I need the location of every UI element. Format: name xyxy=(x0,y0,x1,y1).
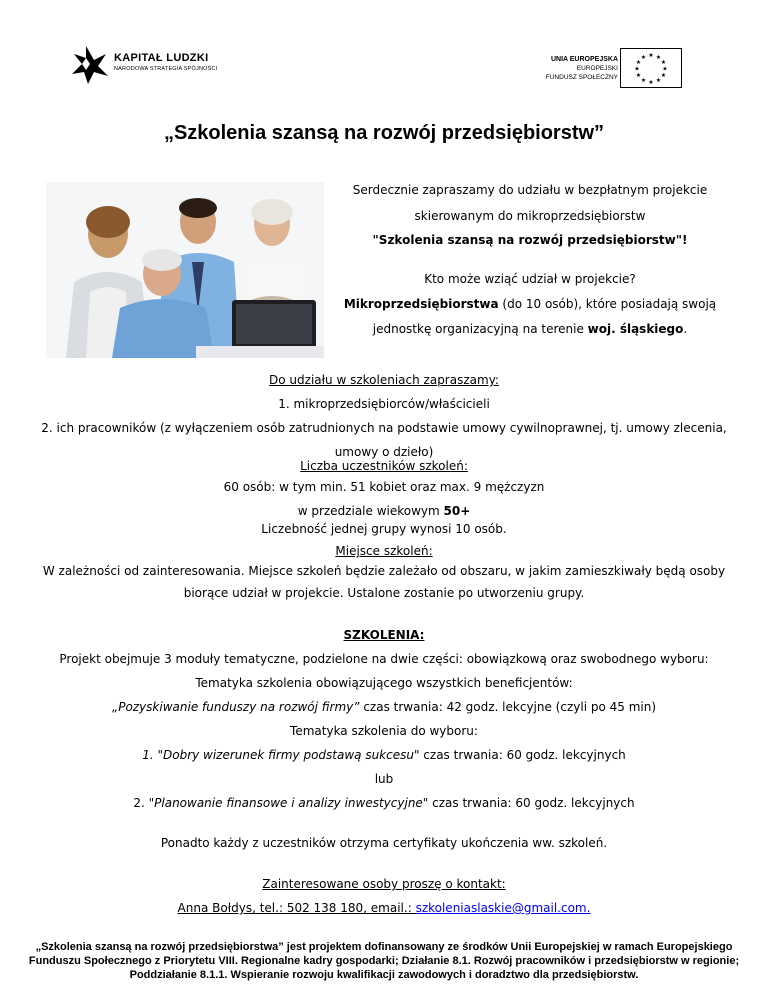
svg-text:★: ★ xyxy=(634,65,640,73)
optional-training-1-num: 1. xyxy=(142,748,158,762)
eligibility-answer-rest: (do 10 osób), które posiadają swoją xyxy=(498,297,717,311)
svg-text:★: ★ xyxy=(635,59,642,66)
eu-label-line3: FUNDUSZ SPOŁECZNY xyxy=(545,74,618,81)
invite-item-1: 1. mikroprzedsiębiorców/właścicieli xyxy=(278,397,490,411)
eligibility-region: woj. śląskiego xyxy=(587,322,684,336)
eligibility-question: Kto może wziąć udział w projekcie? xyxy=(424,272,636,286)
intro-project-name: "Szkolenia szansą na rozwój przedsiębiorstw"! xyxy=(372,233,688,247)
invite-item-2b: umowy o dzieło) xyxy=(334,445,434,459)
svg-text:★: ★ xyxy=(640,54,647,61)
footer-line-3: Poddziałanie 8.1.1. Wspieranie rozwoju kwalifikacji zawodowych i doradztwo dla przedsiębiorstw. xyxy=(129,969,639,981)
svg-text:★: ★ xyxy=(635,72,642,79)
kapital-ludzki-title: KAPITAŁ LUDZKI xyxy=(114,52,209,64)
eu-flag-icon xyxy=(620,48,682,88)
contact-heading: Zainteresowane osoby proszę o kontakt: xyxy=(262,877,506,891)
trainings-line-2: Tematyka szkolenia obowiązującego wszystkich beneficjentów: xyxy=(195,676,573,690)
certificate-note: Ponadto każdy z uczestników otrzyma certyfikaty ukończenia ww. szkoleń. xyxy=(160,836,608,850)
optional-training-2 xyxy=(0,796,768,810)
svg-text:★: ★ xyxy=(655,54,662,61)
place-line-2: biorące udział w projekcie. Ustalone zostanie po utworzeniu grupy. xyxy=(183,586,585,600)
trainings-heading: SZKOLENIA: xyxy=(343,628,425,642)
contact-email-link[interactable]: szkoleniaslaskie@gmail.com. xyxy=(415,901,591,915)
eligibility-answer-bold: Mikroprzedsiębiorstwa xyxy=(343,297,499,311)
contact-details: Anna Bołdys, tel.: 502 138 180, email.: xyxy=(177,901,416,915)
trainings-or: lub xyxy=(374,772,394,786)
participants-age-bold: 50+ xyxy=(443,504,471,518)
eligibility-answer-line-2 xyxy=(330,322,730,336)
intro-line-1: Serdecznie zapraszamy do udziału w bezpłatnym projekcie xyxy=(352,183,708,197)
kapital-ludzki-emblem-icon xyxy=(72,46,108,84)
invite-heading: Do udziału w szkoleniach zapraszamy: xyxy=(269,373,499,387)
contact-line xyxy=(0,901,768,915)
mandatory-training xyxy=(0,700,768,714)
svg-text:★: ★ xyxy=(662,65,668,73)
mandatory-training-duration: czas trwania: 42 godz. lekcyjne (czyli po 45 min) xyxy=(359,700,657,714)
trainings-line-1: Projekt obejmuje 3 moduły tematyczne, podzielone na dwie części: obowiązkową oraz swobodnego wyboru: xyxy=(59,652,709,666)
eligibility-answer-line-1 xyxy=(330,297,730,311)
participants-age-pre: w przedziale wiekowym xyxy=(297,504,444,518)
svg-text:★: ★ xyxy=(655,77,662,84)
trainings-line-4: Tematyka szkolenia do wyboru: xyxy=(290,724,478,738)
svg-text:★: ★ xyxy=(660,72,667,79)
funding-footer xyxy=(14,940,754,982)
optional-training-1-duration: czas trwania: 60 godz. lekcyjnych xyxy=(419,748,626,762)
svg-text:★: ★ xyxy=(640,77,647,84)
kapital-ludzki-subtitle: NARODOWA STRATEGIA SPÓJNOŚCI xyxy=(114,66,218,72)
place-line-1: W zależności od zainteresowania. Miejsce szkoleń będzie zależało od obszaru, w jakim zamieszkiwały będą osoby xyxy=(42,564,726,578)
business-team-photo xyxy=(46,182,324,358)
mandatory-training-title: „Pozyskiwanie funduszy na rozwój firmy” xyxy=(111,700,360,714)
document-title: „Szkolenia szansą na rozwój przedsiębiorstw” xyxy=(163,122,605,144)
participants-line-3: Liczebność jednej grupy wynosi 10 osób. xyxy=(261,522,507,536)
participants-line-2 xyxy=(0,504,768,518)
optional-training-2-title: "Planowanie finansowe i analizy inwestycyjne" xyxy=(148,796,429,810)
participants-heading: Liczba uczestników szkoleń: xyxy=(300,459,468,473)
eu-label-line2: EUROPEJSKI xyxy=(576,65,618,72)
svg-text:★: ★ xyxy=(648,79,654,86)
kapital-ludzki-logo xyxy=(72,44,222,86)
eligibility-answer2-post: . xyxy=(683,322,688,336)
svg-text:★: ★ xyxy=(648,52,654,59)
optional-training-2-duration: czas trwania: 60 godz. lekcyjnych xyxy=(428,796,635,810)
participants-line-1: 60 osób: w tym min. 51 kobiet oraz max. 9 mężczyzn xyxy=(223,480,545,494)
optional-training-2-num: 2. xyxy=(133,796,149,810)
eu-label-block xyxy=(528,55,618,82)
eu-label-line1: UNIA EUROPEJSKA xyxy=(550,56,618,63)
place-heading: Miejsce szkoleń: xyxy=(335,544,433,558)
optional-training-1-title: "Dobry wizerunek firmy podstawą sukcesu" xyxy=(157,748,420,762)
invite-item-2a: 2. ich pracowników (z wyłączeniem osób zatrudnionych na podstawie umowy cywilnoprawnej, tj. umowy zlecenia, xyxy=(41,421,727,435)
footer-line-2: Funduszu Społecznego z Priorytetu VIII. Regionalne kadry gospodarki; Działanie 8.1. Rozwój pracowników i przedsiębiorstw w regionie; xyxy=(28,955,740,967)
optional-training-1 xyxy=(0,748,768,762)
footer-line-1: „Szkolenia szansą na rozwój przedsiębiorstwa” jest projektem dofinansowany ze środków Unii Europejskiej w ramach Europejskiego xyxy=(35,941,733,953)
svg-text:★: ★ xyxy=(660,59,667,66)
eligibility-answer2-pre: jednostkę organizacyjną na terenie xyxy=(372,322,588,336)
intro-line-2: skierowanym do mikroprzedsiębiorstw xyxy=(414,209,646,223)
